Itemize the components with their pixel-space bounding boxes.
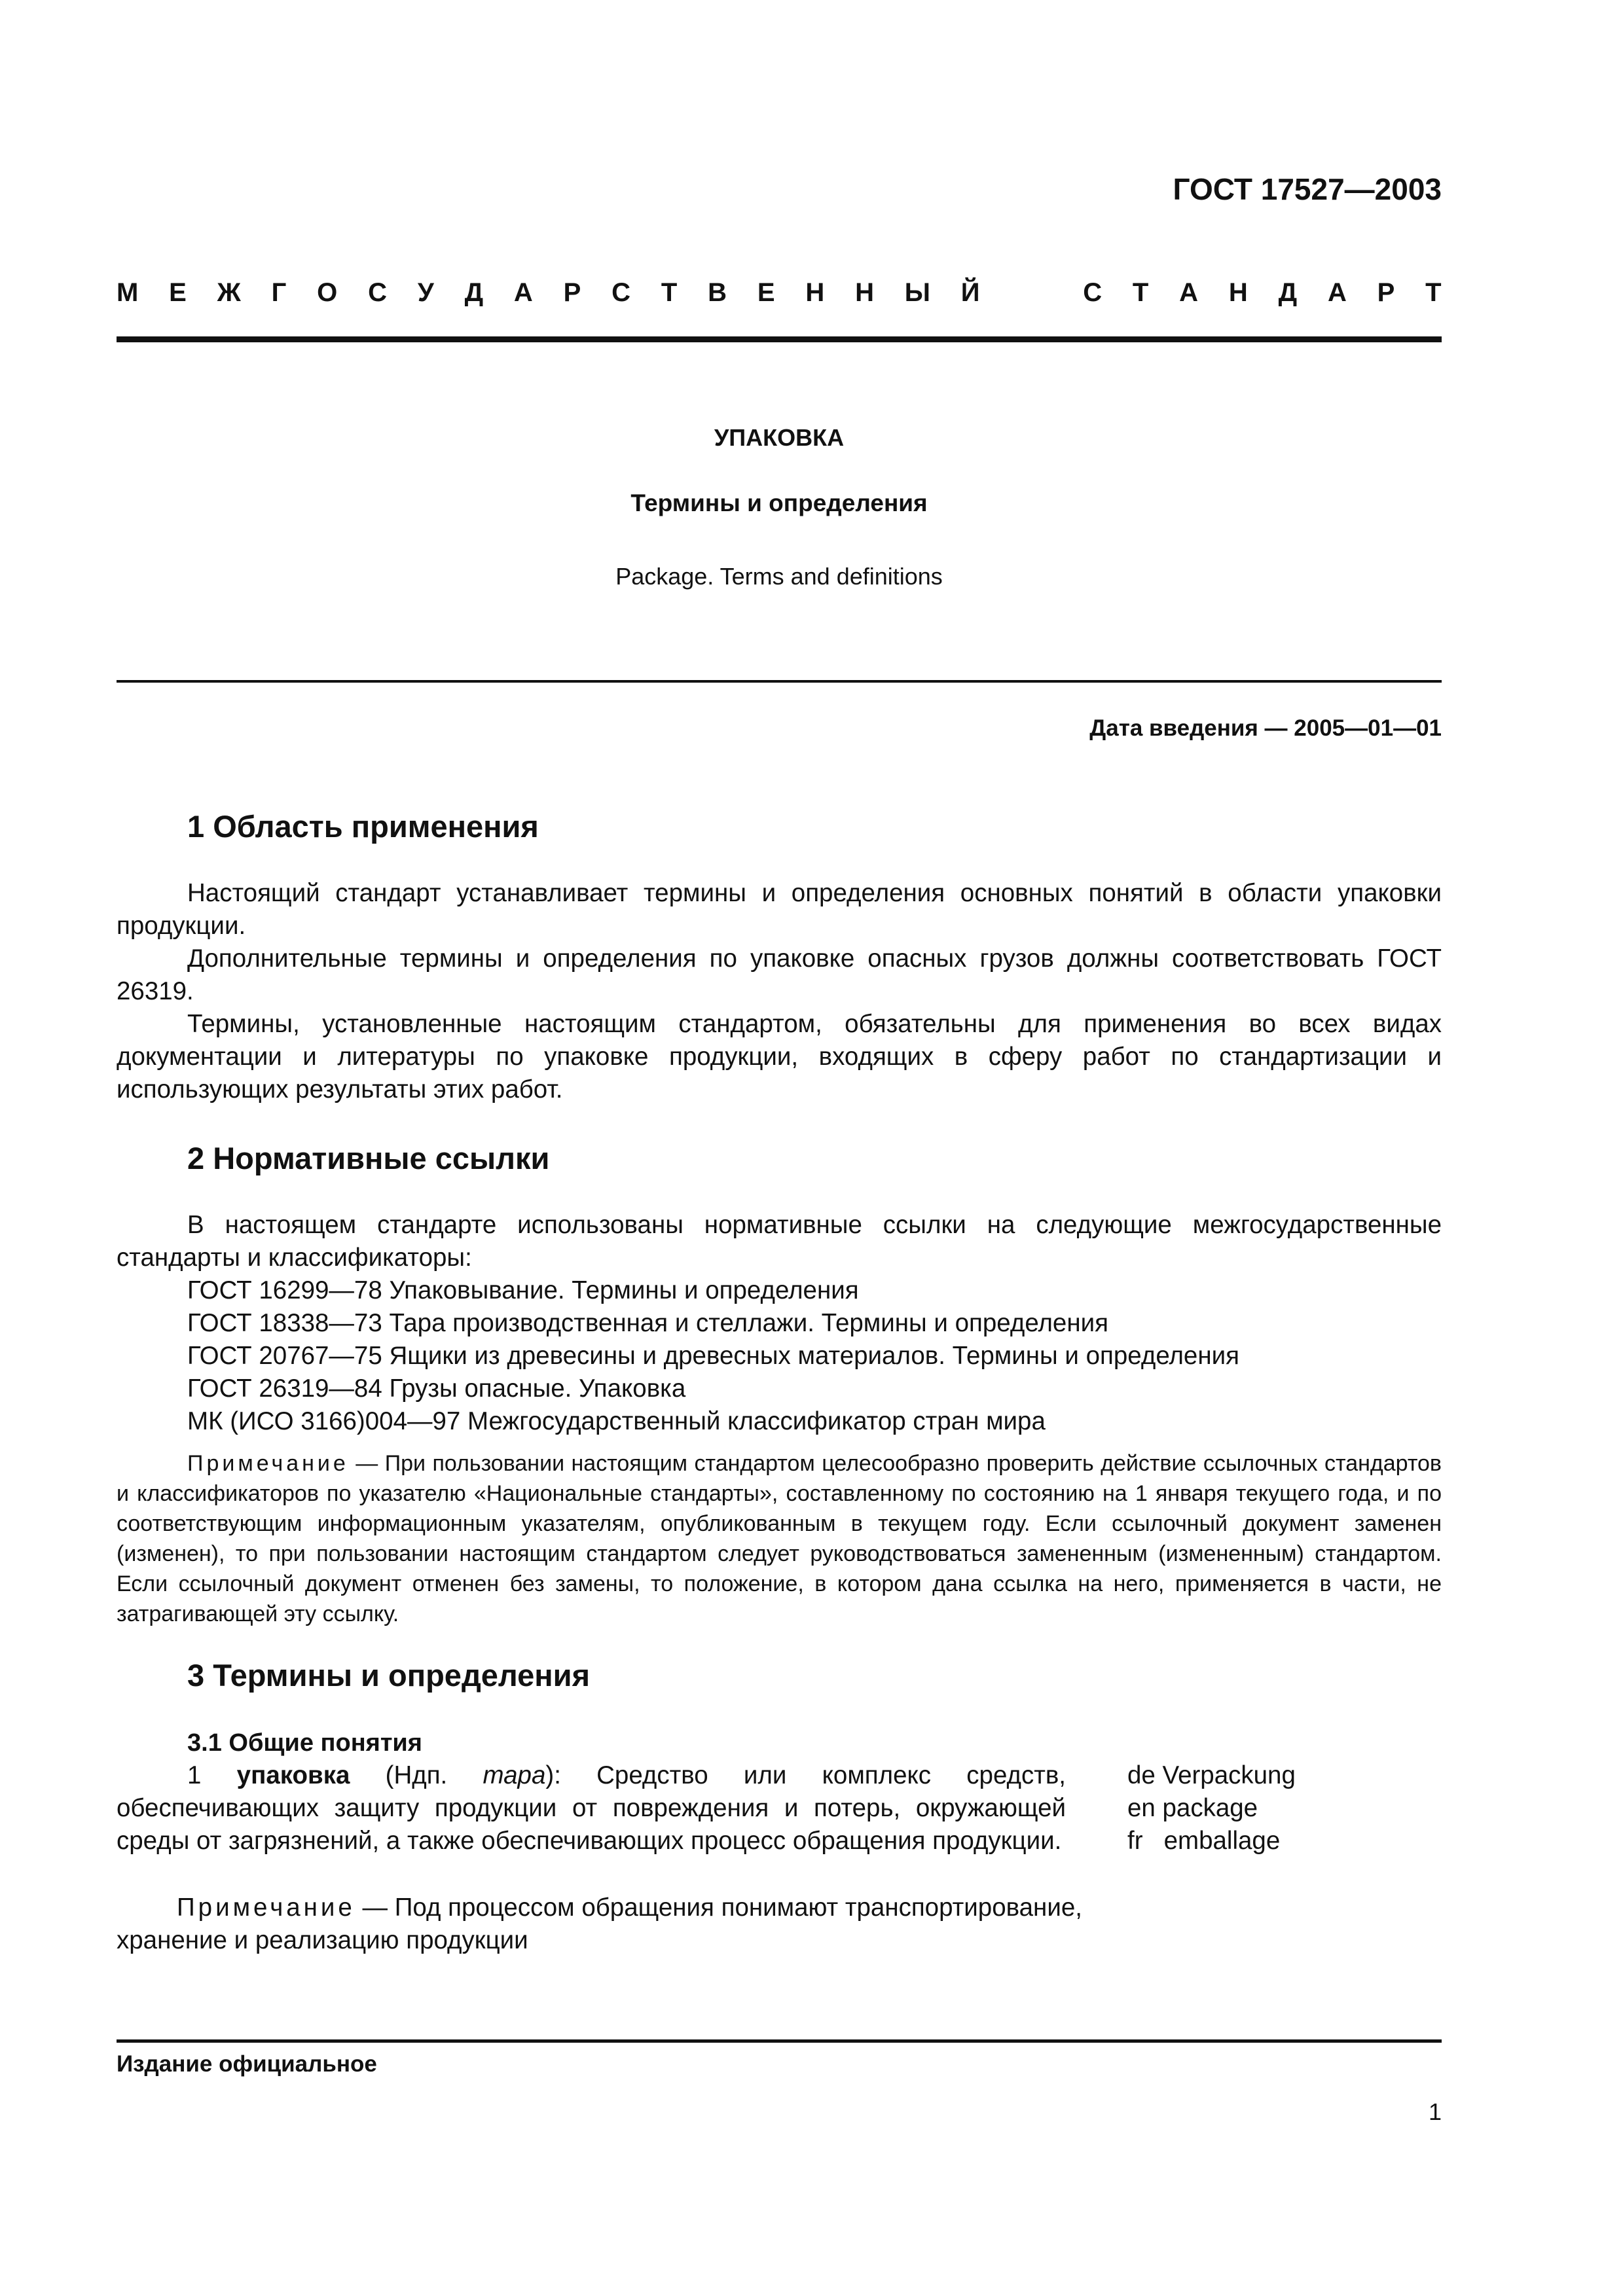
- translation-de: de Verpackung: [1127, 1761, 1296, 1789]
- heading-letter: Р: [1377, 278, 1395, 307]
- standard-type-heading: [117, 278, 1442, 308]
- reference-item: ГОСТ 26319—84 Грузы опасные. Упаковка: [187, 1374, 686, 1403]
- section-3-heading: 3 Термины и определения: [187, 1658, 590, 1693]
- references-note: [117, 1448, 1442, 1629]
- section-2-heading: 2 Нормативные ссылки: [187, 1141, 550, 1175]
- heading-letter: Н: [1228, 278, 1248, 307]
- term-ndp-prefix: (Ндп.: [350, 1761, 483, 1789]
- translation-en: en package: [1127, 1794, 1258, 1822]
- term-name: упаковка: [236, 1761, 350, 1789]
- section-1-paragraph: Настоящий стандарт устанавливает термины и определения основных понятий в области упаковки продукции.: [117, 879, 1442, 940]
- heading-letter: Т: [1132, 278, 1149, 307]
- heading-letter: Е: [757, 278, 775, 307]
- page-number: 1: [1428, 2098, 1442, 2125]
- official-edition-label: Издание официальное: [117, 2051, 377, 2077]
- heading-letter: Д: [1278, 278, 1298, 307]
- document-title: УПАКОВКА: [714, 424, 845, 451]
- heading-letter: Н: [855, 278, 874, 307]
- term-definition: [117, 1759, 1066, 1857]
- heading-letter: Е: [169, 278, 187, 307]
- heading-letter: С: [368, 278, 388, 307]
- heading-letter: А: [1327, 278, 1347, 307]
- reference-item: ГОСТ 16299—78 Упаковывание. Термины и определения: [187, 1276, 859, 1304]
- standard-code: ГОСТ 17527—2003: [1173, 172, 1442, 206]
- note-text: — Под процессом обращения понимают транспортирование, хранение и реализацию продукции: [117, 1893, 1082, 1954]
- reference-item: ГОСТ 18338—73 Тара производственная и стеллажи. Термины и определения: [187, 1309, 1108, 1337]
- heading-letter: Т: [661, 278, 678, 307]
- heading-letter: Ы: [904, 278, 930, 307]
- title-divider: [117, 680, 1442, 683]
- term-ndp: тара: [483, 1761, 546, 1789]
- heading-letter: Й: [960, 278, 980, 307]
- document-english-title: Package. Terms and definitions: [615, 563, 943, 590]
- heading-letter: О: [317, 278, 338, 307]
- heading-letter: А: [513, 278, 533, 307]
- document-subtitle: Термины и определения: [630, 490, 928, 516]
- word-gap: [1010, 278, 1052, 308]
- introduction-date: Дата введения — 2005—01—01: [1089, 715, 1442, 741]
- note-label: Примечание: [177, 1893, 356, 1922]
- reference-item: ГОСТ 20767—75 Ящики из древесины и древесных материалов. Термины и определения: [187, 1342, 1239, 1370]
- section-1-paragraph: Дополнительные термины и определения по упаковке опасных грузов должны соответствовать ГОСТ 26319.: [117, 944, 1442, 1005]
- heading-letter: Г: [271, 278, 287, 307]
- heading-letter: А: [1179, 278, 1199, 307]
- note-text: — При пользовании настоящим стандартом целесообразно проверить действие ссылочных стандартов и классификаторов по указателю «Национальные стандарты», составленному по состоянию на 1 января текущего года, и по соответствующим информационным указателям, опубликованным в текущем году. Если ссылочный документ заменен (изменен), то при пользовании настоящим стандартом следует руководствоваться замененным (измененным) стандартом. Если ссылочный документ отменен без замены, то положение, в котором дана ссылка на него, применяется в части, не затрагивающей эту ссылку.: [117, 1451, 1442, 1626]
- term-note: [117, 1892, 1085, 1957]
- heading-letter: Т: [1425, 278, 1442, 307]
- heading-letter: Д: [464, 278, 484, 307]
- heading-letter: Р: [563, 278, 581, 307]
- translation-fr: fr emballage: [1127, 1827, 1281, 1855]
- note-label: Примечание: [187, 1451, 349, 1476]
- subsection-heading: 3.1 Общие понятия: [187, 1729, 422, 1757]
- section-1-heading: 1 Область применения: [187, 809, 539, 844]
- heading-letter: Ж: [217, 278, 241, 307]
- section-1-paragraph: Термины, установленные настоящим стандартом, обязательны для применения во всех видах документации и литературы по упаковке продукции, входящих в сферу работ по стандартизации и использующих результаты этих работ.: [117, 1010, 1442, 1103]
- term-definition-text: ): Средство или комплекс средств, обеспечивающих защиту продукции от повреждения и потерь, окружающей среды от загрязнений, а также обеспечивающих процесс обращения продукции.: [117, 1761, 1067, 1855]
- heading-letter: М: [117, 278, 139, 307]
- section-2-intro: В настоящем стандарте использованы нормативные ссылки на следующие межгосударственные стандарты и классификаторы:: [117, 1211, 1442, 1272]
- footer-divider: [117, 2039, 1442, 2043]
- heading-letter: У: [417, 278, 434, 307]
- heading-letter: С: [611, 278, 631, 307]
- heading-letter: С: [1083, 278, 1103, 307]
- heading-letter: В: [708, 278, 727, 307]
- term-number: 1: [187, 1761, 202, 1789]
- reference-item: МК (ИСО 3166)004—97 Межгосударственный классификатор стран мира: [187, 1407, 1046, 1435]
- heading-letter: Н: [805, 278, 825, 307]
- header-divider: [117, 336, 1442, 342]
